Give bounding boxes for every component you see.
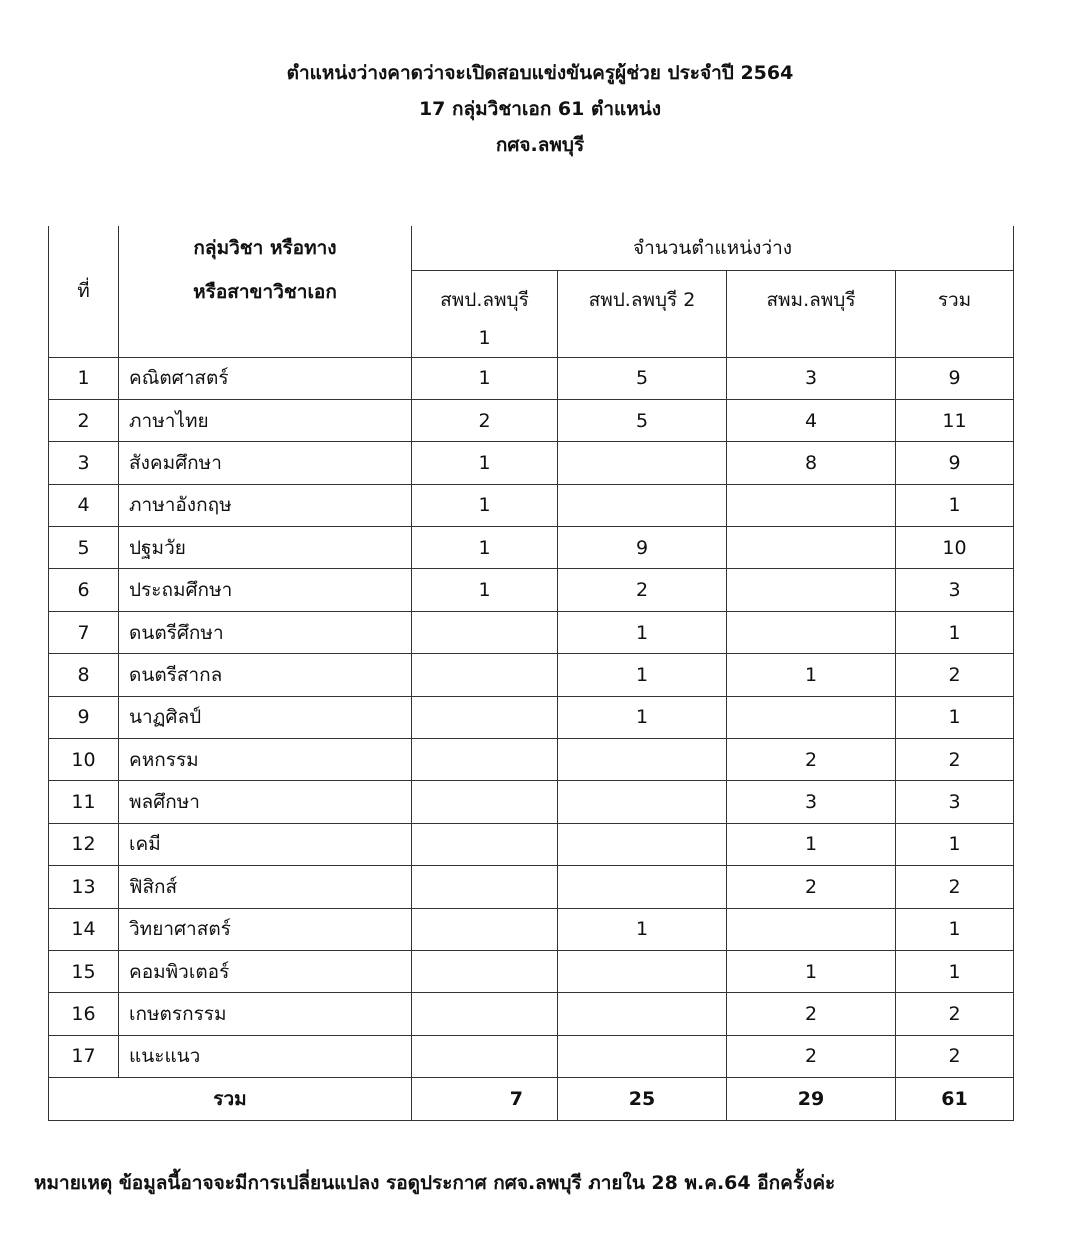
- row-col-a: [412, 1035, 558, 1077]
- row-number: 7: [49, 611, 119, 653]
- row-subject: วิทยาศาสตร์: [119, 908, 412, 950]
- row-col-total: 10: [896, 527, 1014, 569]
- row-col-b: [558, 442, 727, 484]
- header-col-a: [412, 270, 558, 357]
- row-col-b: 2: [558, 569, 727, 611]
- row-col-total: 2: [896, 654, 1014, 696]
- row-subject: คหกรรม: [119, 739, 412, 781]
- row-col-a: 2: [412, 399, 558, 441]
- row-col-c: 8: [727, 442, 896, 484]
- row-number: 15: [49, 950, 119, 992]
- row-col-a: 1: [412, 484, 558, 526]
- table-row: [49, 908, 1014, 950]
- row-subject: แนะแนว: [119, 1035, 412, 1077]
- row-col-a: [412, 781, 558, 823]
- table-row: [49, 484, 1014, 526]
- row-subject: ภาษาไทย: [119, 399, 412, 441]
- header-vacancy-count: จำนวนตำแหน่งว่าง: [412, 226, 1014, 270]
- row-col-a: 1: [412, 527, 558, 569]
- row-col-c: 2: [727, 739, 896, 781]
- table-row: [49, 357, 1014, 399]
- row-col-b: [558, 1035, 727, 1077]
- row-subject: ดนตรีสากล: [119, 654, 412, 696]
- table-row: [49, 527, 1014, 569]
- header-no: ที่: [49, 226, 119, 357]
- row-col-total: 2: [896, 993, 1014, 1035]
- row-col-b: [558, 739, 727, 781]
- row-subject: เกษตรกรรม: [119, 993, 412, 1035]
- row-subject: สังคมศึกษา: [119, 442, 412, 484]
- row-col-c: 1: [727, 823, 896, 865]
- row-col-a: [412, 866, 558, 908]
- row-subject: ดนตรีศึกษา: [119, 611, 412, 653]
- row-number: 14: [49, 908, 119, 950]
- row-col-total: 2: [896, 866, 1014, 908]
- total-col-total: 61: [896, 1078, 1014, 1121]
- total-col-b: 25: [558, 1078, 727, 1121]
- row-number: 1: [49, 357, 119, 399]
- row-number: 11: [49, 781, 119, 823]
- row-subject: ปฐมวัย: [119, 527, 412, 569]
- row-number: 13: [49, 866, 119, 908]
- header-subject: [119, 226, 412, 357]
- row-number: 16: [49, 993, 119, 1035]
- table-row: [49, 993, 1014, 1035]
- row-col-b: [558, 823, 727, 865]
- row-col-a: [412, 908, 558, 950]
- row-col-total: 9: [896, 442, 1014, 484]
- row-col-b: 1: [558, 611, 727, 653]
- row-col-c: [727, 611, 896, 653]
- row-col-a: [412, 823, 558, 865]
- table-row: [49, 781, 1014, 823]
- row-col-c: [727, 908, 896, 950]
- table-row: [49, 611, 1014, 653]
- row-col-b: [558, 993, 727, 1035]
- row-col-total: 2: [896, 1035, 1014, 1077]
- row-col-b: 9: [558, 527, 727, 569]
- row-col-total: 2: [896, 739, 1014, 781]
- row-number: 5: [49, 527, 119, 569]
- row-number: 17: [49, 1035, 119, 1077]
- table-row: [49, 399, 1014, 441]
- row-col-total: 1: [896, 611, 1014, 653]
- vacancy-table: [48, 226, 1014, 1121]
- row-col-c: 3: [727, 357, 896, 399]
- table-row: [49, 569, 1014, 611]
- row-col-b: 1: [558, 908, 727, 950]
- row-col-a: 1: [412, 569, 558, 611]
- row-col-b: [558, 866, 727, 908]
- total-label: รวม: [49, 1078, 412, 1121]
- row-subject: คณิตศาสตร์: [119, 357, 412, 399]
- row-col-c: 3: [727, 781, 896, 823]
- row-col-b: 1: [558, 654, 727, 696]
- row-subject: คอมพิวเตอร์: [119, 950, 412, 992]
- total-row: [49, 1078, 1014, 1121]
- row-col-a: [412, 696, 558, 738]
- row-col-a: 1: [412, 442, 558, 484]
- row-col-total: 1: [896, 950, 1014, 992]
- row-col-total: 1: [896, 484, 1014, 526]
- row-number: 4: [49, 484, 119, 526]
- row-col-b: [558, 950, 727, 992]
- row-col-c: 1: [727, 654, 896, 696]
- row-col-c: 2: [727, 866, 896, 908]
- footnote: หมายเหตุ ข้อมูลนี้อาจจะมีการเปลี่ยนแปลง รอดูประกาศ กศจ.ลพบุรี ภายใน 28 พ.ค.64 อีกครั้งค่ะ: [34, 1172, 836, 1194]
- row-number: 2: [49, 399, 119, 441]
- row-col-b: 5: [558, 399, 727, 441]
- row-col-a: [412, 993, 558, 1035]
- row-number: 10: [49, 739, 119, 781]
- row-number: 9: [49, 696, 119, 738]
- row-col-c: [727, 569, 896, 611]
- document-header: [0, 55, 1080, 163]
- row-col-c: 2: [727, 1035, 896, 1077]
- header-col-a-line1: สพป.ลพบุรี: [440, 288, 529, 311]
- row-col-total: 11: [896, 399, 1014, 441]
- row-col-b: 1: [558, 696, 727, 738]
- document-title: ตำแหน่งว่างคาดว่าจะเปิดสอบแข่งขันครูผู้ช่วย ประจำปี 2564: [286, 62, 794, 84]
- row-subject: ฟิสิกส์: [119, 866, 412, 908]
- row-col-c: [727, 696, 896, 738]
- row-subject: นาฏศิลป์: [119, 696, 412, 738]
- table-row: [49, 1035, 1014, 1077]
- total-col-a: 7: [412, 1078, 558, 1121]
- table-body: [49, 357, 1014, 1121]
- document-subtitle: 17 กลุ่มวิชาเอก 61 ตำแหน่ง: [418, 98, 662, 120]
- row-col-a: [412, 654, 558, 696]
- header-subject-line2: หรือสาขาวิชาเอก: [193, 281, 337, 303]
- row-col-total: 3: [896, 569, 1014, 611]
- row-col-total: 1: [896, 908, 1014, 950]
- row-number: 6: [49, 569, 119, 611]
- total-col-c: 29: [727, 1078, 896, 1121]
- table-row: [49, 823, 1014, 865]
- row-col-c: 1: [727, 950, 896, 992]
- row-number: 3: [49, 442, 119, 484]
- row-col-total: 1: [896, 823, 1014, 865]
- row-col-total: 3: [896, 781, 1014, 823]
- row-col-a: [412, 611, 558, 653]
- row-col-b: 5: [558, 357, 727, 399]
- row-col-a: [412, 950, 558, 992]
- table-row: [49, 696, 1014, 738]
- row-subject: พลศึกษา: [119, 781, 412, 823]
- row-subject: ภาษาอังกฤษ: [119, 484, 412, 526]
- row-col-total: 1: [896, 696, 1014, 738]
- table-row: [49, 739, 1014, 781]
- row-number: 12: [49, 823, 119, 865]
- header-col-total: รวม: [896, 270, 1014, 357]
- header-col-a-line2: 1: [478, 326, 491, 349]
- document-organization: กศจ.ลพบุรี: [495, 134, 585, 156]
- row-col-c: [727, 484, 896, 526]
- table-row: [49, 950, 1014, 992]
- row-col-total: 9: [896, 357, 1014, 399]
- row-col-c: 2: [727, 993, 896, 1035]
- row-subject: เคมี: [119, 823, 412, 865]
- row-col-a: 1: [412, 357, 558, 399]
- header-col-b: สพป.ลพบุรี 2: [558, 270, 727, 357]
- header-col-c: สพม.ลพบุรี: [727, 270, 896, 357]
- row-col-c: 4: [727, 399, 896, 441]
- row-col-b: [558, 484, 727, 526]
- row-col-c: [727, 527, 896, 569]
- row-col-b: [558, 781, 727, 823]
- row-col-a: [412, 739, 558, 781]
- row-subject: ประถมศึกษา: [119, 569, 412, 611]
- table-row: [49, 654, 1014, 696]
- row-number: 8: [49, 654, 119, 696]
- header-subject-line1: กลุ่มวิชา หรือทาง: [193, 237, 337, 259]
- table-row: [49, 442, 1014, 484]
- table-row: [49, 866, 1014, 908]
